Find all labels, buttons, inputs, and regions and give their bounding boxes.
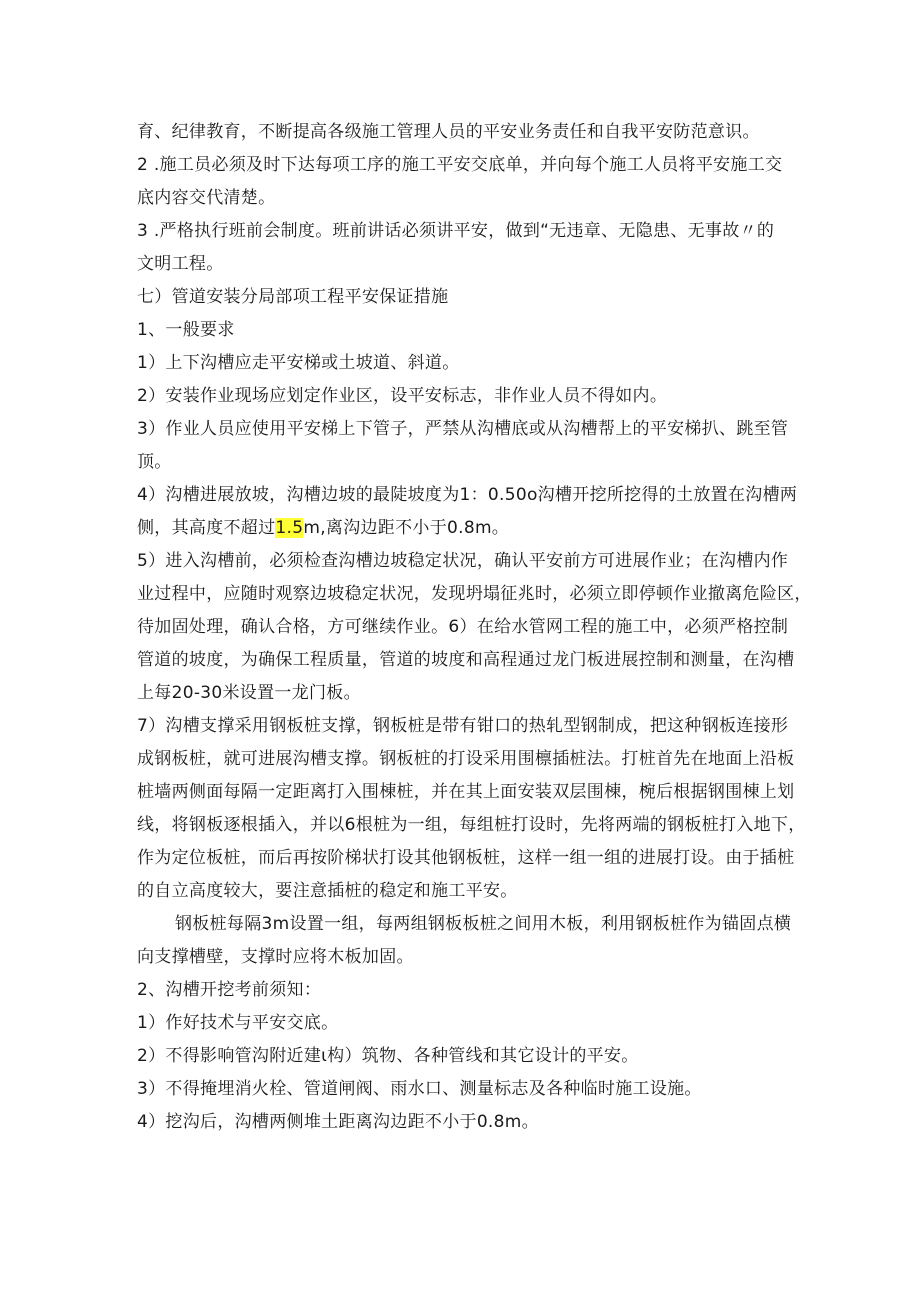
indented-text-line: 钢板桩每隔3m设置一组，每两组钢板板桩之间用木板，利用钢板桩作为锚固点横 — [175, 914, 792, 934]
text-line: 育、纪律教育，不断提高各级施工管理人员的平安业务责任和自我平安防范意识。 — [137, 122, 760, 142]
text-line: 2）安装作业现场应划定作业区，设平安标志，非作业人员不得如内。 — [137, 386, 668, 406]
text-line: 待加固处理，确认合格，方可继续作业。6）在给水管网工程的施工中，必须严格控制 — [137, 617, 789, 637]
text-segment: 侧，其高度不超过 — [137, 518, 276, 538]
text-line: 作为定位板桩，而后再按阶梯状打设其他钢板桩，这样一组一组的进展打设。由于插桩 — [137, 848, 795, 868]
text-line: 1）上下沟槽应走平安梯或土坡道、斜道。 — [137, 353, 460, 373]
text-line: 7）沟槽支撑采用钢板桩支撑，钢板桩是带有钳口的热轧型钢制成，把这种钢板连接形 — [137, 716, 789, 736]
text-line: 上每20-30米设置一龙门板。 — [137, 683, 361, 703]
subsection-heading: 2、沟槽开挖考前须知： — [137, 980, 322, 1000]
highlighted-text: 1.5 — [275, 518, 304, 538]
text-line: 2）不得影响管沟附近建ι构）筑物、各种管线和其它设计的平安。 — [137, 1046, 639, 1066]
section-heading: 七）管道安装分局部项工程平安保证措施 — [137, 287, 449, 307]
text-line-with-highlight — [137, 512, 797, 545]
text-line: 3）作业人员应使用平安梯上下管子，严禁从沟槽底或从沟槽帮上的平安梯扒、跳至管 — [137, 419, 789, 439]
text-line: 管道的坡度，为确保工程质量，管道的坡度和高程通过龙门板进展控制和测量，在沟槽 — [137, 650, 795, 670]
text-line: 顶。 — [137, 452, 172, 472]
text-line: 向支撑槽壁，支撑时应将木板加固。 — [137, 947, 414, 967]
subsection-heading: 1、一般要求 — [137, 320, 235, 340]
document-body — [137, 116, 812, 1139]
text-line: 线，将钢板逐根插入，并以6根桩为一组，每组桩打设时，先将两端的钢板桩打入地下， — [137, 815, 806, 835]
text-line: 1）作好技术与平安交底。 — [137, 1013, 339, 1033]
text-line: 3 .严格执行班前会制度。班前讲话必须讲平安，做到“无违章、无隐患、无事故〃的 — [137, 221, 775, 241]
text-line: 文明工程。 — [137, 254, 224, 274]
text-line: 2 .施工员必须及时下达每项工序的施工平安交底单，并向每个施工人员将平安施工交 — [137, 155, 783, 175]
text-line: 4）沟槽进展放坡，沟槽边坡的最陡坡度为1：0.50o沟槽开挖所挖得的土放置在沟槽两 — [137, 485, 798, 505]
text-line: 5）进入沟槽前，必须检查沟槽边坡稳定状况，确认平安前方可进展作业；在沟槽内作 — [137, 551, 789, 571]
text-line: 业过程中，应随时观察边坡稳定状况，发现坍塌征兆时，必须立即停顿作业撤离危险区， — [137, 584, 812, 604]
text-line: 4）挖沟后，沟槽两侧堆土距离沟边距不小于0.8m。 — [137, 1112, 539, 1132]
text-line: 3）不得掩埋消火栓、管道闸阀、雨水口、测量标志及各种临时施工设施。 — [137, 1079, 702, 1099]
text-line: 的自立高度较大，要注意插桩的稳定和施工平安。 — [137, 881, 518, 901]
text-segment: m,离沟边距不小于0.8m。 — [303, 518, 510, 538]
text-line: 桩墙两侧面每隔一定距离打入围棟桩，并在其上面安装双层围棟，椀后根据钢围棟上划 — [137, 782, 795, 802]
text-line: 底内容交代清楚。 — [137, 188, 276, 208]
text-line: 成钢板桩，就可进展沟槽支撑。钢板桩的打设采用围檩插桩法。打桩首先在地面上沿板 — [137, 749, 795, 769]
